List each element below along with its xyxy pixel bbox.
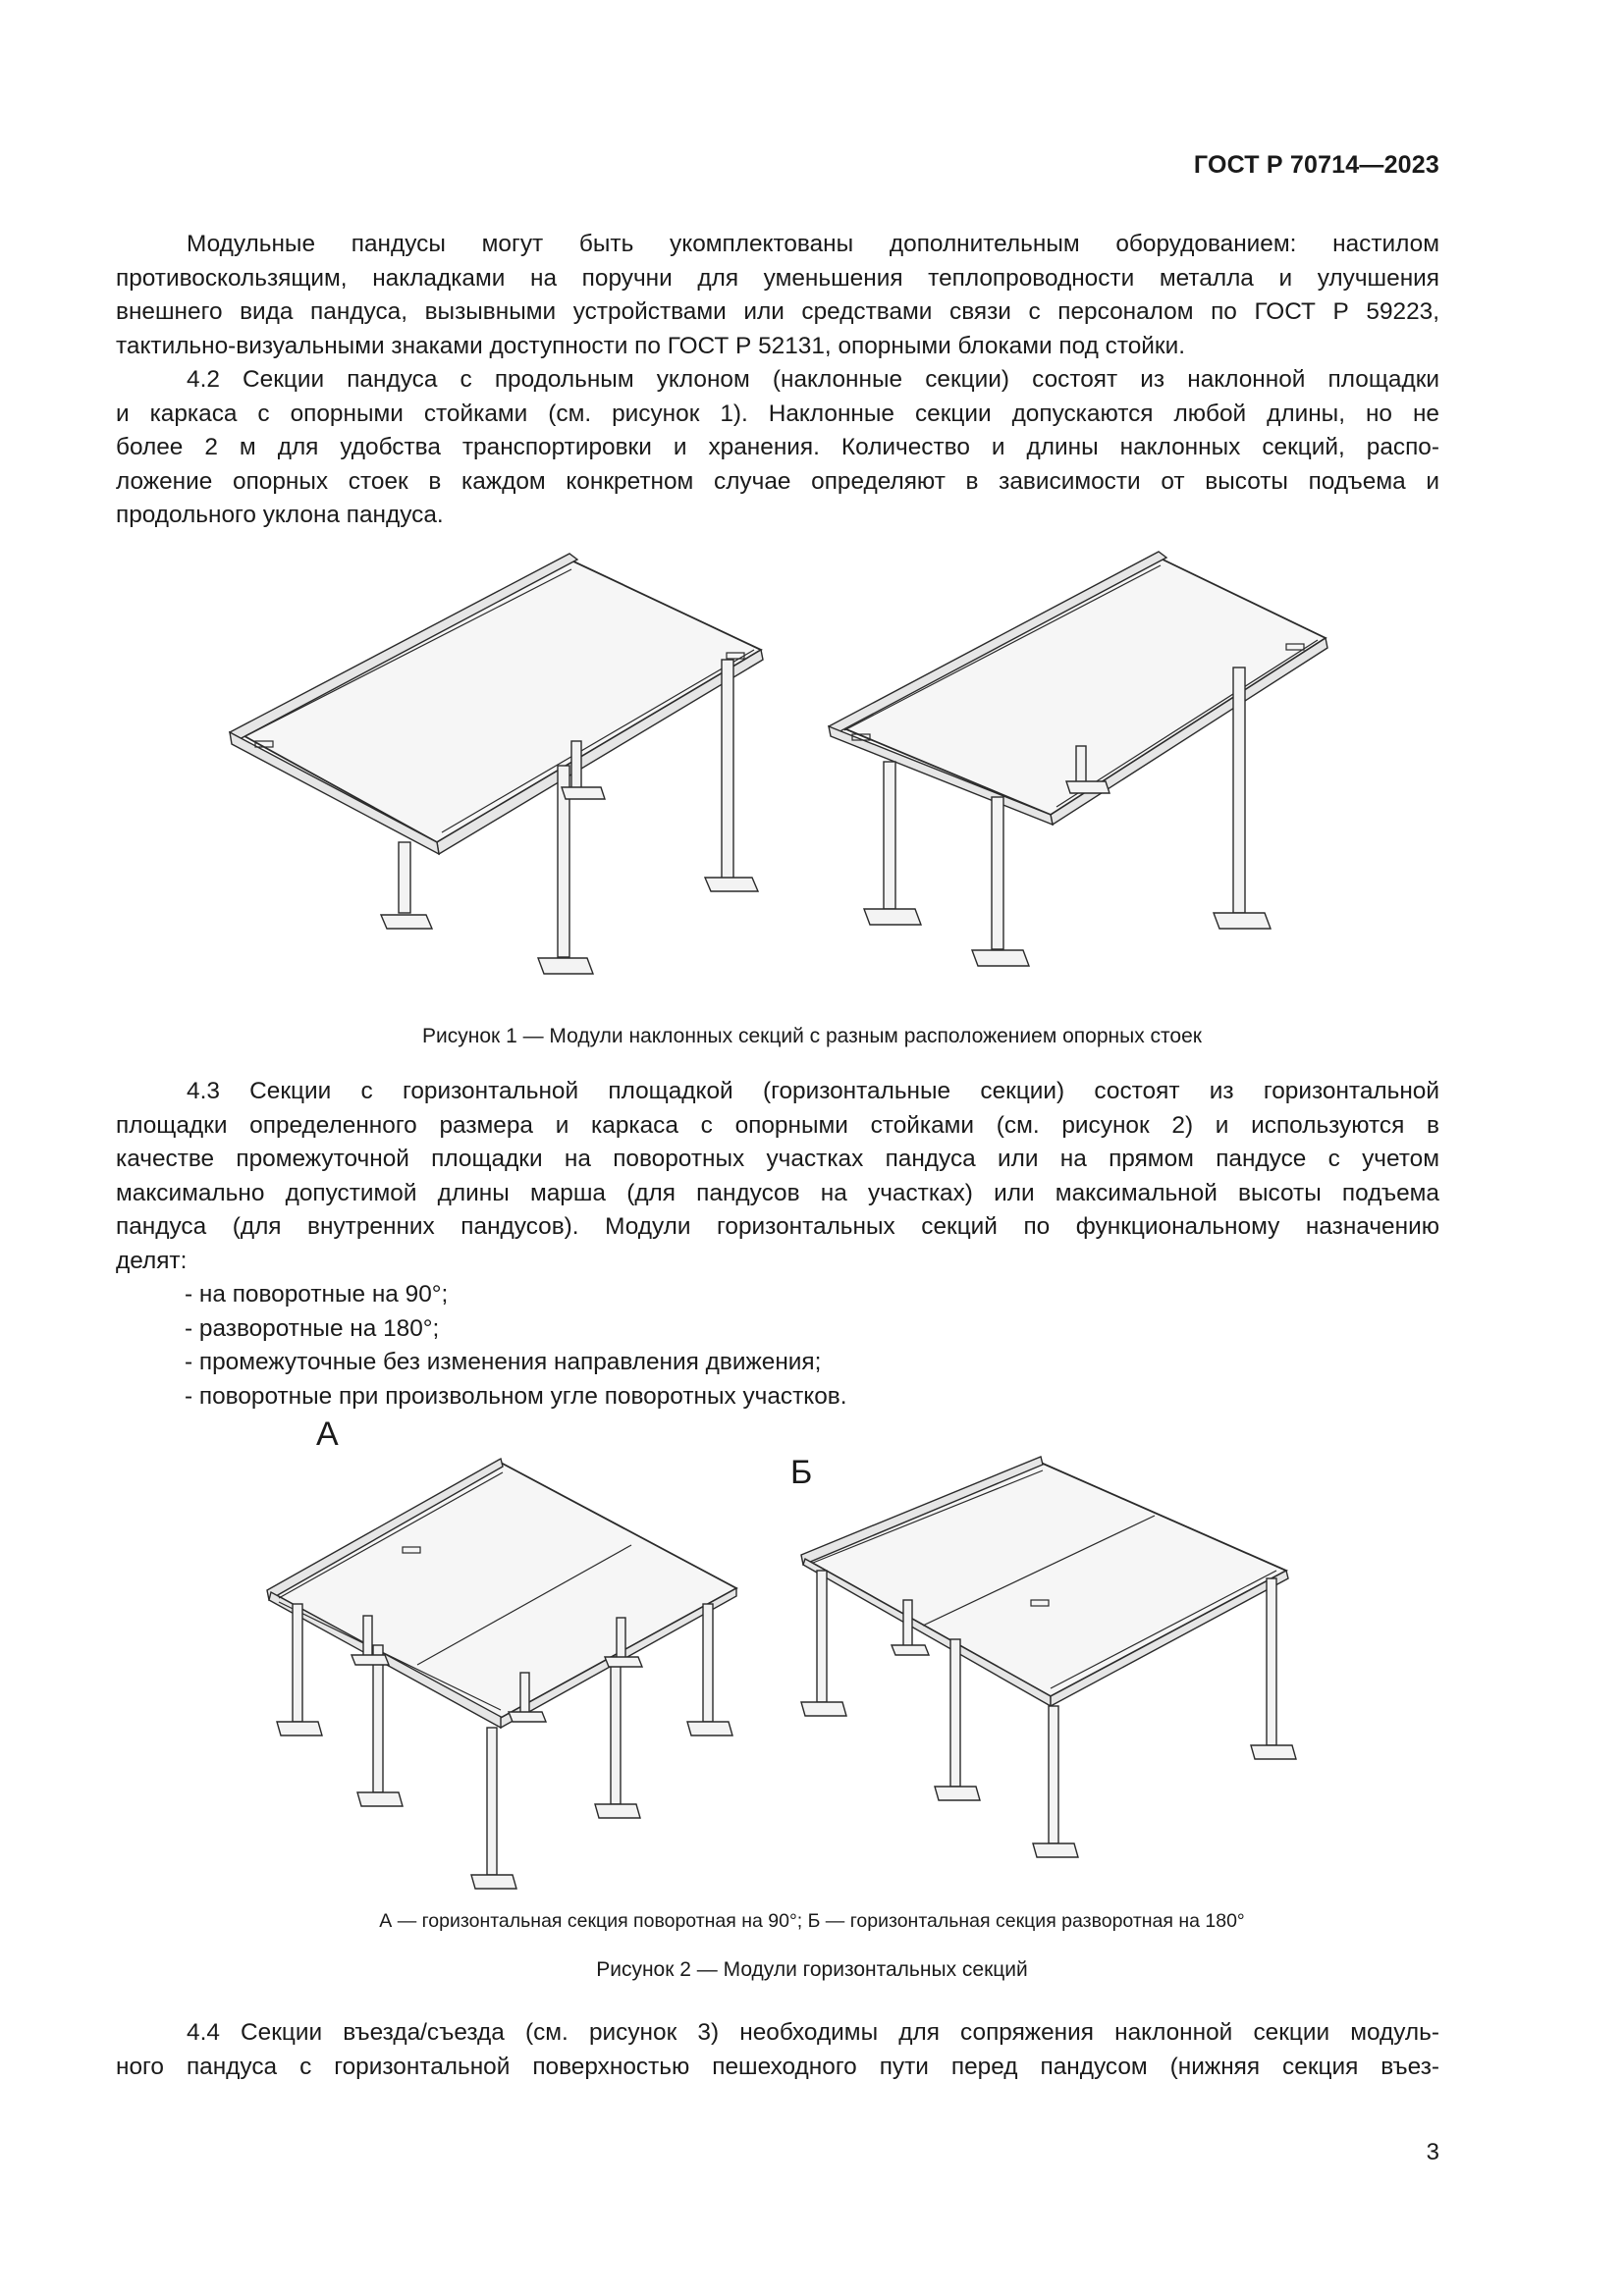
text-line: 4.3 Секции с горизонтальной площадкой (горизонтальные секции) состоят из горизонтальной — [187, 1078, 1439, 1104]
text-line: Модульные пандусы могут быть укомплектованы дополнительным оборудованием: настилом — [187, 231, 1439, 257]
text-line: более 2 м для удобства транспортировки и хранения. Количество и длины наклонных секций, распо- — [116, 434, 1439, 461]
text-line: 4.4 Секции въезда/съезда (см. рисунок 3) необходимы для сопряжения наклонной секции модуль- — [187, 2019, 1439, 2046]
figure-2-legend: А — горизонтальная секция поворотная на 90°; Б — горизонтальная секция разворотная на 180° — [379, 1910, 1245, 1932]
text-line: максимально допустимой длины марша (для пандусов на участках) или максимальной высоты подъема — [116, 1179, 1439, 1206]
text-line: пандуса (для внутренних пандусов). Модули горизонтальных секций по функциональному назначению — [116, 1213, 1439, 1241]
text-line: внешнего вида пандуса, вызывными устройствами или средствами связи с персоналом по ГОСТ Р 59223, — [116, 298, 1439, 326]
horizontal-section-turn-180 — [801, 1457, 1296, 1857]
text-line: продольного уклона пандуса. — [116, 502, 444, 529]
inclined-section-left — [230, 554, 763, 974]
text-line: делят: — [116, 1247, 188, 1274]
paragraph-4-4 — [116, 2016, 1439, 2084]
text-line: противоскользящим, накладками на поручни для уменьшения теплопроводности металла и улучшения — [116, 264, 1439, 292]
text-line: ложение опорных стоек в каждом конкретном случае определяют в зависимости от высоты подъема и — [116, 467, 1439, 495]
figure-1-inclined-sections-drawing — [216, 530, 1394, 1001]
figure-2-label-b: Б — [790, 1454, 813, 1491]
text-line: тактильно-визуальными знаками доступности по ГОСТ Р 52131, опорными блоками под стойки. — [116, 332, 1186, 359]
document-code: ГОСТ Р 70714—2023 — [1193, 151, 1439, 179]
inclined-section-right — [829, 552, 1327, 966]
text-line: площадки определенного размера и каркаса с опорными стойками (см. рисунок 2) и используются в — [116, 1111, 1439, 1139]
text-line: ного пандуса с горизонтальной поверхностью пешеходного пути перед пандусом (нижняя секция въез- — [116, 2053, 1439, 2080]
list-item: - на поворотные на 90°; — [185, 1281, 449, 1308]
page-number: 3 — [1426, 2139, 1439, 2165]
paragraph-4-2 — [116, 363, 1439, 533]
figure-2-horizontal-sections-drawing — [255, 1453, 1316, 1914]
figure-2-caption: Рисунок 2 — Модули горизонтальных секций — [596, 1958, 1028, 1981]
figure-2-label-a: А — [316, 1415, 339, 1453]
list-item: - разворотные на 180°; — [185, 1314, 440, 1342]
text-line: и каркаса с опорными стойками (см. рисунок 1). Наклонные секции допускаются любой длины, но не — [116, 400, 1439, 427]
section-types-list — [185, 1278, 847, 1414]
horizontal-section-turn-90 — [267, 1459, 736, 1889]
list-item: - поворотные при произвольном угле поворотных участков. — [185, 1382, 847, 1410]
text-line: качестве промежуточной площадки на поворотных участках пандуса или на прямом пандусе с учетом — [116, 1146, 1439, 1173]
text-line: 4.2 Секции пандуса с продольным уклоном (наклонные секции) состоят из наклонной площадки — [187, 366, 1439, 393]
list-item: - промежуточные без изменения направления движения; — [185, 1349, 822, 1376]
figure-1-caption: Рисунок 1 — Модули наклонных секций с разным расположением опорных стоек — [422, 1025, 1202, 1047]
paragraph-4-3 — [116, 1075, 1439, 1279]
paragraph-equipment — [116, 228, 1439, 363]
